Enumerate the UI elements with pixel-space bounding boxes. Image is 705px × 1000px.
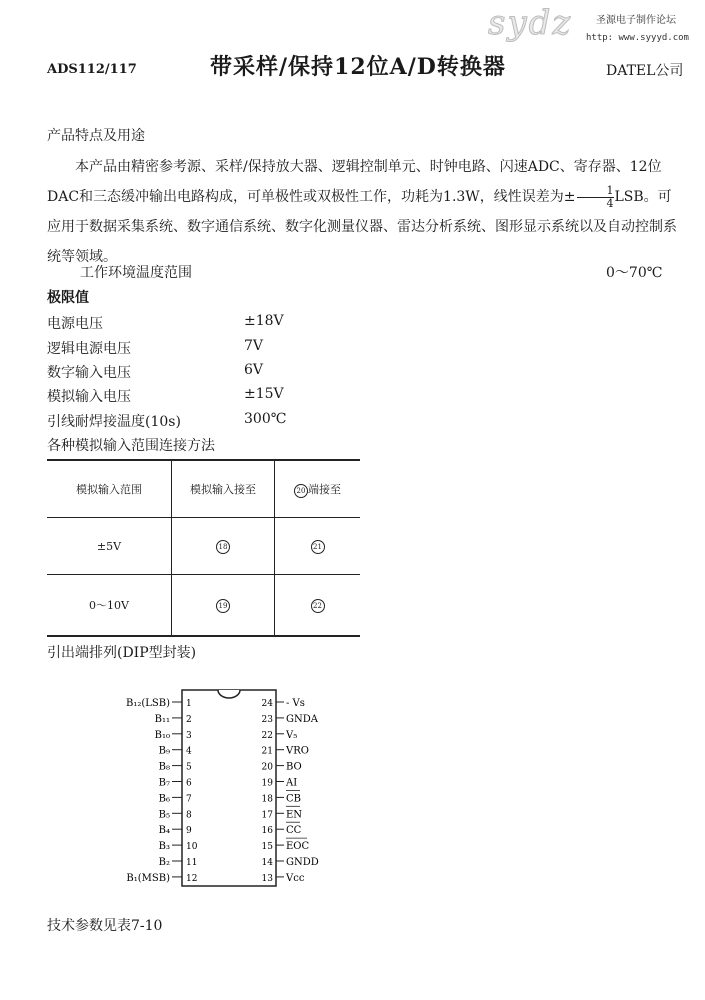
- abs-max-value: 6V: [244, 362, 264, 378]
- abs-max-label: 引线耐焊接温度(10s): [47, 414, 181, 430]
- pin-name: GNDA: [286, 713, 318, 725]
- pin-name: B₁₀: [154, 729, 170, 741]
- pin-number: 5: [186, 762, 192, 773]
- abs-max-label: 电源电压: [47, 316, 103, 332]
- fraction: [577, 185, 614, 210]
- watermark: [488, 3, 705, 53]
- footer-note: 技术参数见表7-10: [47, 918, 163, 934]
- circled-pin-number: 22: [311, 599, 325, 613]
- watermark-logo: sydz: [488, 3, 573, 43]
- table-row: [47, 518, 360, 575]
- abs-max-value: 300℃: [244, 411, 287, 427]
- page-title: 带采样/保持12位A/D转换器: [210, 54, 506, 80]
- pin-name: GNDD: [286, 857, 319, 868]
- abs-max-value: 7V: [244, 338, 264, 354]
- pin-name: EOC: [286, 841, 310, 853]
- pin-name: EN: [286, 809, 303, 821]
- pin-name: - Vs: [286, 698, 305, 709]
- company-name: DATEL公司: [606, 63, 684, 79]
- pin-number: 14: [261, 858, 273, 868]
- pin-name: B₃: [158, 841, 170, 853]
- table-cell: 0～10V: [47, 575, 172, 637]
- operating-temp-value: 0～70℃: [606, 265, 663, 281]
- pin-number: 23: [261, 714, 273, 725]
- pin-name: AI: [286, 777, 298, 789]
- operating-temp-label: 工作环境温度范围: [80, 265, 192, 281]
- pin-number: 2: [186, 714, 192, 725]
- table-cell: [275, 518, 361, 575]
- table-cell: [172, 575, 275, 637]
- part-code: ADS112/117: [47, 62, 137, 77]
- circled-pin-number: 19: [216, 599, 230, 613]
- pin-name: B₅: [158, 809, 170, 821]
- circled-pin-number: 18: [216, 540, 230, 554]
- pin-number: 17: [261, 810, 273, 821]
- watermark-site-name: 圣源电子制作论坛: [596, 15, 676, 26]
- pin-name: Vcc: [286, 872, 305, 884]
- pin-name: B₁(MSB): [126, 872, 170, 884]
- table-cell: [172, 518, 275, 575]
- abs-max-label: 数字输入电压: [47, 365, 131, 381]
- pin-number: 6: [186, 778, 192, 789]
- pin-number: 15: [261, 842, 273, 853]
- pin-name: V₅: [286, 729, 298, 741]
- pin-name: B₉: [158, 745, 170, 757]
- input-range-table: [47, 459, 360, 637]
- pinout-heading: 引出端排列(DIP型封装): [47, 645, 197, 661]
- table-header-row: [47, 460, 360, 518]
- pin-name: B₁₁: [154, 713, 170, 725]
- abs-max-value: ±15V: [244, 386, 284, 402]
- features-heading: 产品特点及用途: [47, 128, 145, 144]
- table-cell: ±5V: [47, 518, 172, 575]
- pin-number: 18: [261, 794, 273, 805]
- pin-number: 7: [186, 794, 192, 805]
- pin-number: 4: [186, 746, 192, 757]
- pin-name: BO: [286, 761, 302, 773]
- table-header: 模拟输入接至: [172, 460, 275, 518]
- fraction-numerator: 1: [577, 185, 614, 198]
- abs-max-heading: 极限值: [47, 290, 89, 306]
- pin-name: CB: [286, 793, 301, 805]
- pin-number: 9: [186, 826, 192, 837]
- features-text-1: 本产品由精密参考源、采样/保持放大器、逻辑控制单元、时钟电路、闪速ADC、寄存器、12位DAC和三态缓冲输出电路构成，可单极性或双极性工作，功耗为1.3W，线性误差为±: [47, 159, 662, 205]
- circled-pin-number: 20: [294, 484, 308, 498]
- pin-number: 13: [261, 873, 273, 884]
- pin-number: 11: [186, 858, 198, 868]
- ic-notch: [218, 690, 240, 698]
- table-row: [47, 575, 360, 637]
- pin-name: B₁₂(LSB): [125, 698, 170, 709]
- abs-max-label: 模拟输入电压: [47, 389, 131, 405]
- pin-number: 20: [261, 762, 273, 773]
- pin-name: B₈: [158, 761, 170, 773]
- abs-max-value: ±18V: [244, 313, 284, 329]
- pin-number: 24: [261, 699, 273, 709]
- input-range-heading: 各种模拟输入范围连接方法: [47, 438, 215, 454]
- pin-number: 16: [261, 826, 273, 837]
- pin-number: 21: [261, 746, 273, 757]
- fraction-denominator: 4: [606, 196, 614, 210]
- pin-number: 1: [186, 699, 192, 709]
- features-text-2: LSB。可应用于数据采集系统、数字通信系统、数字化测量仪器、雷达分析系统、图形显示系统以及自动控制系统等领域。: [47, 189, 677, 265]
- pin-number: 19: [261, 778, 273, 789]
- pin-number: 3: [186, 730, 192, 741]
- pin-number: 8: [186, 810, 192, 821]
- pin-name: B₂: [158, 857, 170, 868]
- pin-number: 12: [186, 873, 198, 884]
- pin-name: VRO: [286, 745, 309, 757]
- table-header: 20 端接至: [275, 460, 361, 518]
- pin-name: CC: [286, 825, 302, 837]
- pin-number: 22: [261, 730, 273, 741]
- ic-body: [182, 690, 276, 886]
- table-header: 模拟输入范围: [47, 460, 172, 518]
- pin-name: B₆: [158, 793, 170, 805]
- pin-name: B₄: [158, 825, 170, 837]
- abs-max-label: 逻辑电源电压: [47, 341, 131, 357]
- watermark-url: http: www.syyyd.com: [586, 33, 689, 43]
- pin-number: 10: [186, 842, 198, 853]
- features-paragraph: [47, 152, 681, 272]
- circled-pin-number: 21: [311, 540, 325, 554]
- table-cell: [275, 575, 361, 637]
- pin-name: B₇: [158, 777, 170, 789]
